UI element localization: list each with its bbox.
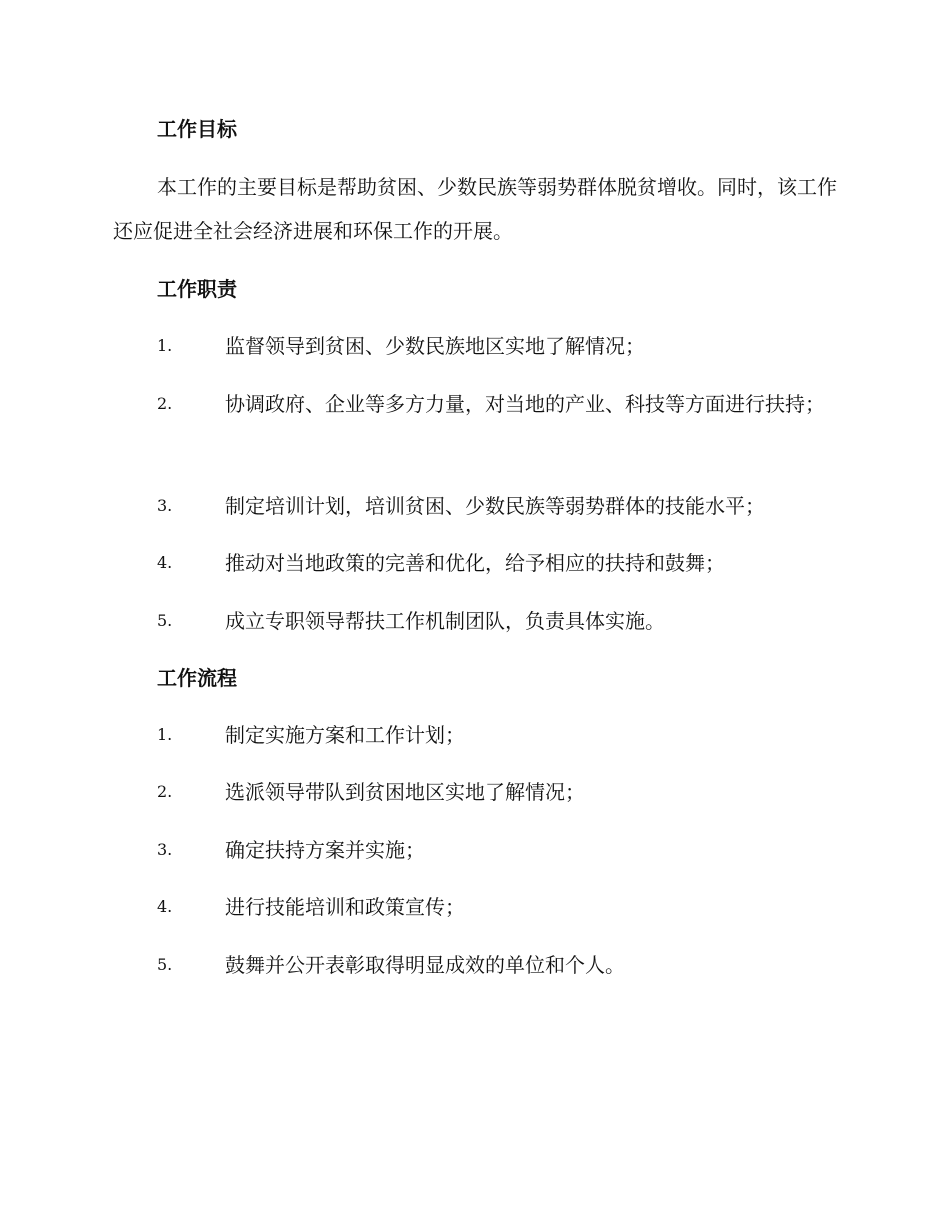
list-item-number: 3. (157, 496, 173, 515)
list-item-text: 协调政府、企业等多方力量，对当地的产业、科技等方面进行扶持； (225, 392, 825, 416)
section-heading-goals: 工作目标 (157, 117, 237, 141)
list-item-number: 2. (157, 782, 173, 801)
list-item-text: 制定培训计划，培训贫困、少数民族等弱势群体的技能水平； (225, 494, 765, 518)
list-item-text: 推动对当地政策的完善和优化，给予相应的扶持和鼓舞； (225, 551, 725, 575)
duties-list-item (113, 331, 837, 361)
list-item-text: 监督领导到贫困、少数民族地区实地了解情况； (225, 334, 645, 358)
list-item-text: 鼓舞并公开表彰取得明显成效的单位和个人。 (225, 953, 625, 977)
duties-list-item (113, 491, 837, 521)
duties-list-item (113, 548, 837, 578)
section-heading-process: 工作流程 (157, 666, 237, 690)
goals-paragraph: 本工作的主要目标是帮助贫困、少数民族等弱势群体脱贫增收。同时，该工作还应促进全社会经济进展和环保工作的开展。 (113, 175, 837, 243)
list-item-text: 制定实施方案和工作计划； (225, 723, 465, 747)
duties-list-item (113, 606, 837, 636)
list-item-text: 确定扶持方案并实施； (225, 838, 425, 862)
list-item-number: 2. (157, 394, 173, 413)
process-list-item (113, 892, 837, 922)
process-list-item (113, 777, 837, 807)
section-heading-duties: 工作职责 (157, 277, 237, 301)
list-item-number: 5. (157, 611, 173, 630)
duties-list-item (113, 389, 837, 433)
list-item-number: 4. (157, 897, 173, 916)
list-item-number: 1. (157, 725, 173, 744)
list-item-text: 成立专职领导帮扶工作机制团队，负责具体实施。 (225, 609, 665, 633)
list-item-number: 4. (157, 553, 173, 572)
list-item-number: 3. (157, 840, 173, 859)
process-list-item (113, 950, 837, 980)
list-item-text: 选派领导带队到贫困地区实地了解情况； (225, 780, 585, 804)
process-list-item (113, 835, 837, 865)
list-item-number: 5. (157, 955, 173, 974)
list-item-text: 进行技能培训和政策宣传； (225, 895, 465, 919)
list-item-number: 1. (157, 336, 173, 355)
process-list-item (113, 720, 837, 750)
